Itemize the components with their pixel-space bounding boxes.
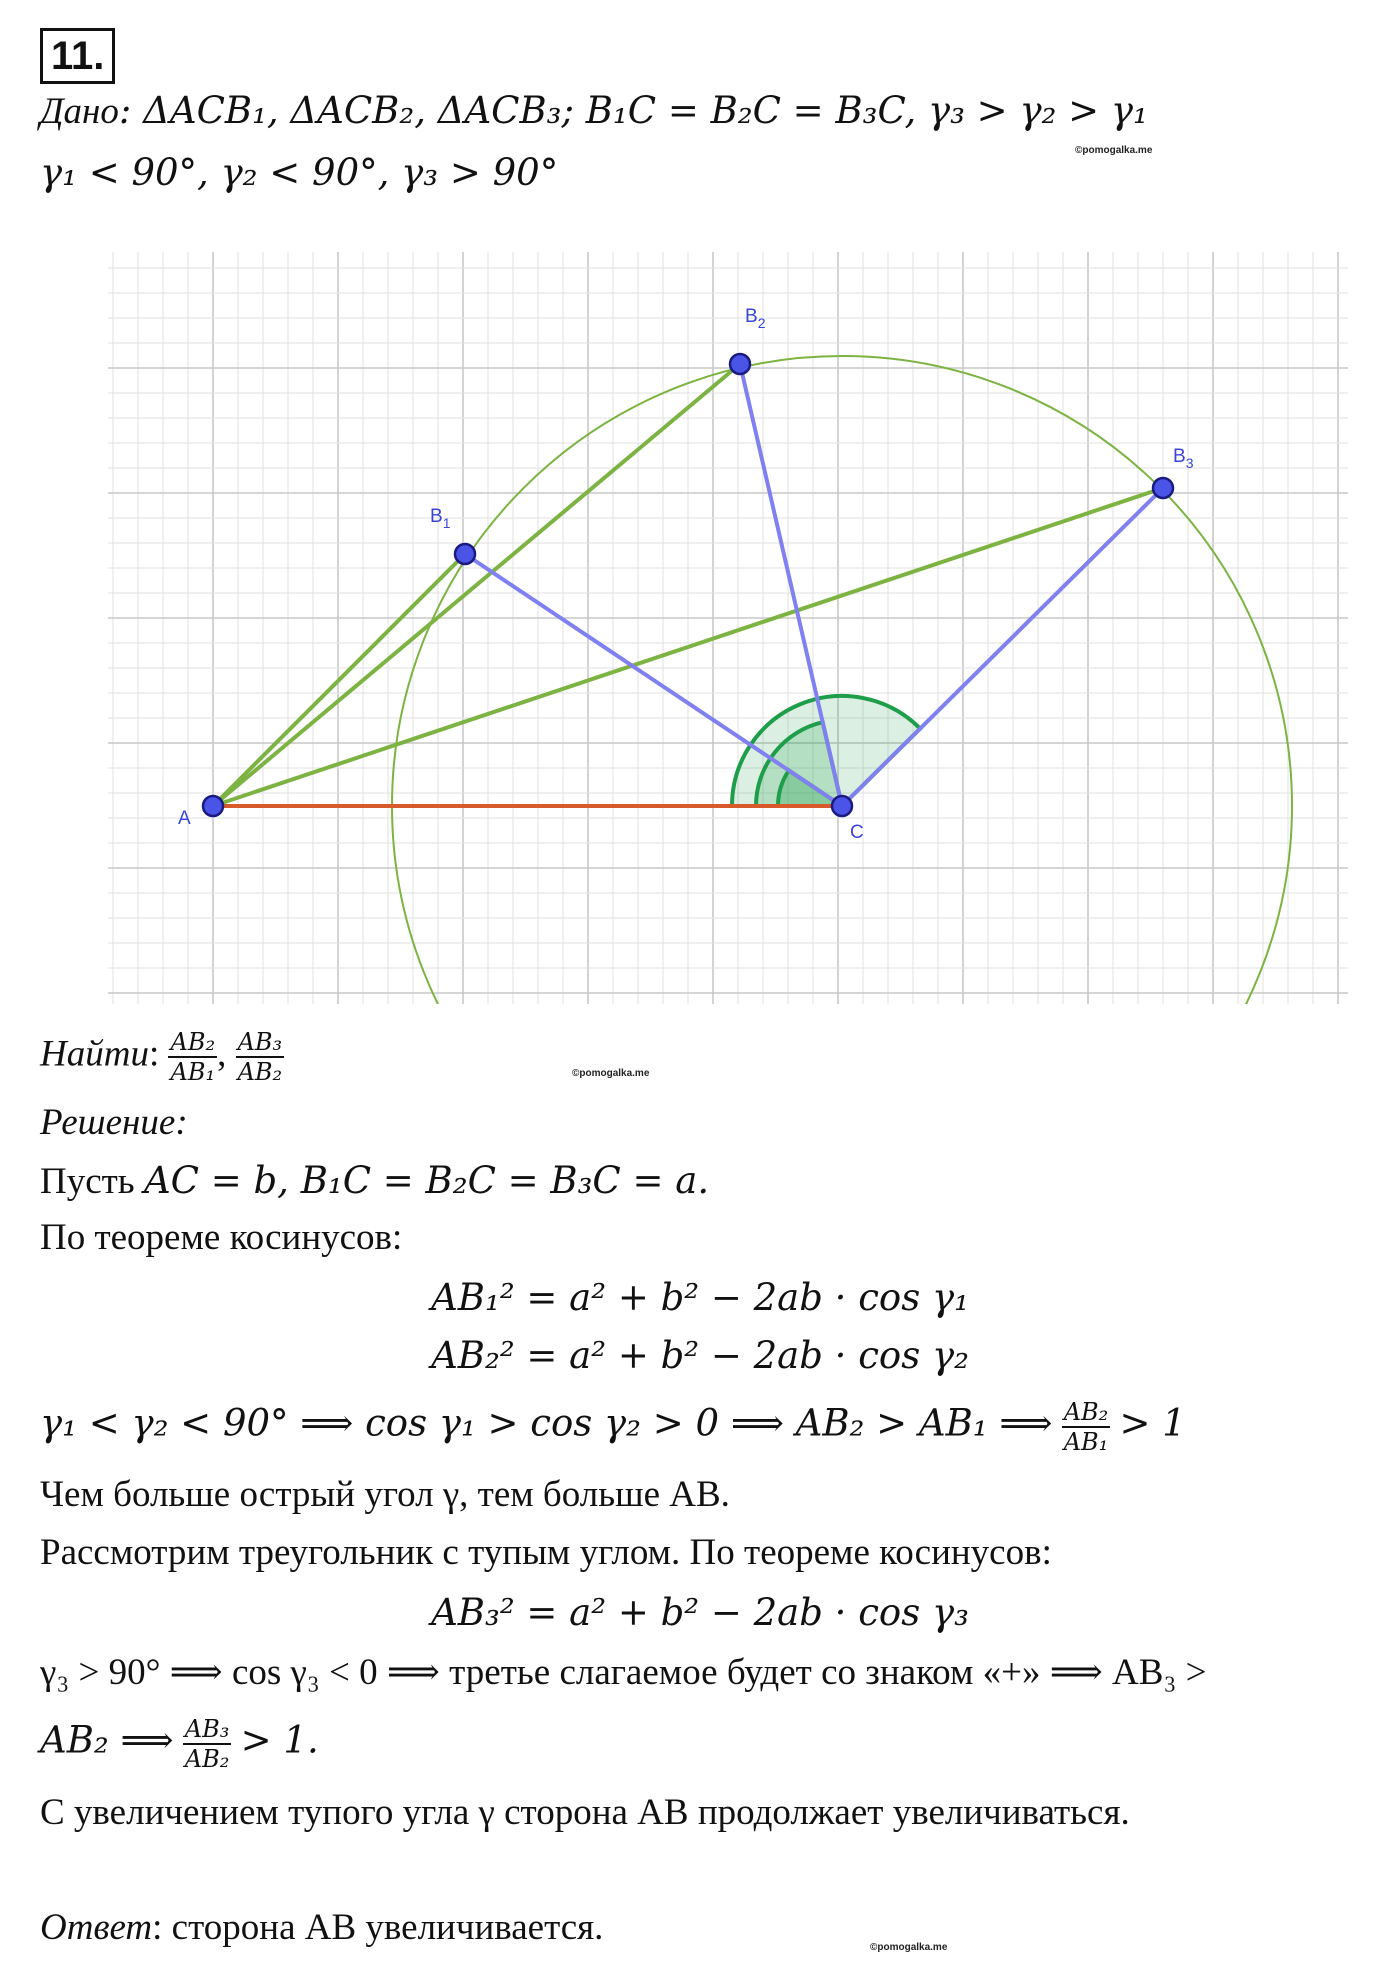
- label-B2: $B_2$: [745, 306, 766, 331]
- final-conclusion: С увеличением тупого угла γ сторона AB продолжает увеличиваться.: [40, 1792, 1130, 1833]
- label-B3: $B_3$: [1173, 446, 1194, 471]
- let-line: Пусть AC = b, B₁C = B₂C = B₃C = a.: [40, 1159, 710, 1202]
- answer-line: [40, 1905, 603, 1951]
- find-line: Найти: $\frac{\text{AB₂}}{\text{AB₁}}$ , $\frac{\text{AB₃}}{\text{AB₂}}$: [40, 1028, 283, 1086]
- given-line-1: [40, 88, 1148, 135]
- chain-1: γ₁ < γ₂ < 90° ⟹ cos γ₁ > cos γ₂ > 0 ⟹ AB₂ > AB₁ ⟹ $\frac{\text{AB₂}}{\text{AB₁}}$ > 1: [40, 1398, 1186, 1456]
- fraction-AB2-AB1: $\frac{\text{AB₂}}{\text{AB₁}}$: [1063, 1398, 1109, 1456]
- watermark: ©pomogalka.me: [1075, 145, 1153, 156]
- segment-B3C: [842, 488, 1163, 806]
- point-B3: [1153, 478, 1173, 498]
- find-label: Найти: [40, 1033, 149, 1075]
- equation-AB2: AB₂² = a² + b² − 2ab · cos γ₂: [431, 1334, 969, 1377]
- given-conditions: : ΔACB₁, ΔACB₂, ΔACB₃; B₁C = B₂C = B₃C, γ₃ > γ₂ > γ₁: [118, 89, 1148, 132]
- given-label: Дано: [40, 91, 119, 132]
- circle-radius-a: [392, 356, 1292, 1004]
- segment-AB2: [213, 364, 740, 806]
- obtuse-intro: Рассмотрим треугольник с тупым углом. По теореме косинусов:: [40, 1532, 1052, 1573]
- equation-AB1: AB₁² = a² + b² − 2ab · cos γ₁: [431, 1276, 969, 1319]
- given-line-2: γ₁ < 90°, γ₂ < 90°, γ₃ > 90°: [40, 151, 559, 194]
- geometry-figure: [108, 252, 1348, 1004]
- fraction-AB3-AB2: $\frac{\text{AB₃}}{\text{AB₂}}$: [184, 1715, 230, 1773]
- watermark-3: ©pomogalka.me: [870, 1942, 948, 1953]
- answer-label: Ответ: [40, 1907, 153, 1948]
- acute-conclusion: Чем больше острый угол γ, тем больше AB.: [40, 1474, 730, 1515]
- problem-number: 11.: [40, 28, 115, 84]
- point-A: [203, 796, 223, 816]
- point-B2: [730, 354, 750, 374]
- chain-2: γ₃ > 90° ⟹ cos γ₃ < 0 ⟹ третье слагаемое будет со знаком «+» ⟹ AB₃ >: [40, 1652, 1207, 1693]
- find-fraction-1: $\frac{\text{AB₂}}{\text{AB₁}}$: [170, 1028, 216, 1086]
- label-C: C: [850, 822, 864, 843]
- solution-label: Решение:: [40, 1102, 188, 1143]
- label-B1: $B_1$: [430, 506, 451, 531]
- watermark-2: ©pomogalka.me: [572, 1068, 650, 1079]
- point-C: [832, 796, 852, 816]
- equation-AB3: AB₃² = a² + b² − 2ab · cos γ₃: [431, 1591, 969, 1634]
- chain-3: AB₂ ⟹ $\frac{\text{AB₃}}{\text{AB₂}}$ > 1.: [40, 1715, 319, 1773]
- grid: [108, 252, 1348, 1004]
- find-fraction-2: $\frac{\text{AB₃}}{\text{AB₂}}$: [237, 1028, 283, 1086]
- answer-text: : сторона AB увеличивается.: [152, 1907, 604, 1948]
- cosine-theorem-text: По теореме косинусов:: [40, 1217, 403, 1258]
- label-A: A: [178, 808, 191, 829]
- point-B1: [455, 544, 475, 564]
